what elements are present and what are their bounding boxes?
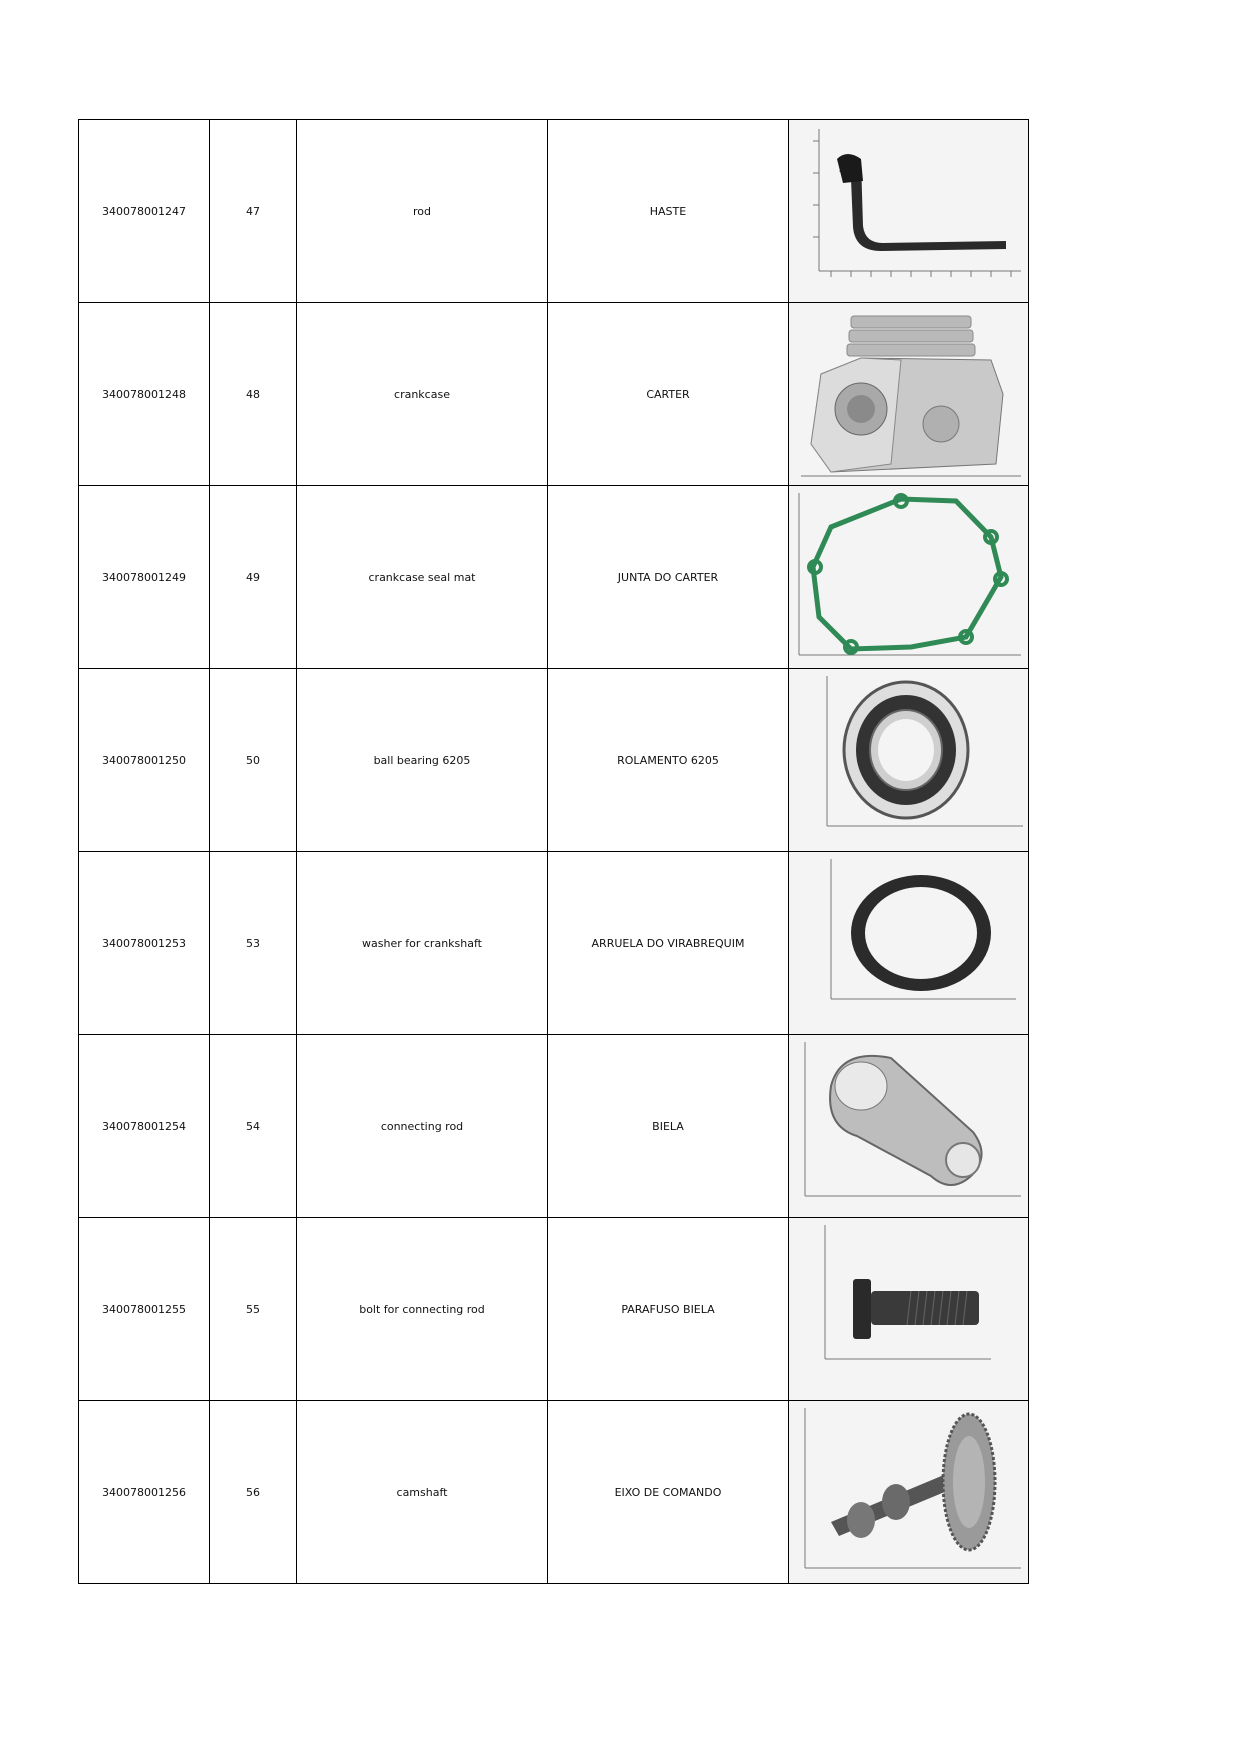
part-photo-cell <box>789 486 1029 669</box>
description-english: crankcase <box>297 303 548 486</box>
part-photo-cell <box>789 1035 1029 1218</box>
description-english: connecting rod <box>297 1035 548 1218</box>
part-photo-cell <box>789 303 1029 486</box>
part-code: 340078001247 <box>79 120 210 303</box>
part-photo-cell <box>789 120 1029 303</box>
part-photo-cell <box>789 852 1029 1035</box>
part-code: 340078001256 <box>79 1401 210 1584</box>
table-row <box>79 852 1029 1035</box>
connecting-rod-photo-icon <box>791 1036 1026 1216</box>
part-code: 340078001255 <box>79 1218 210 1401</box>
part-code: 340078001250 <box>79 669 210 852</box>
position-number: 50 <box>210 669 297 852</box>
description-portuguese: ARRUELA DO VIRABREQUIM <box>548 852 789 1035</box>
description-english: rod <box>297 120 548 303</box>
camshaft-photo-icon <box>791 1402 1026 1582</box>
description-portuguese: PARAFUSO BIELA <box>548 1218 789 1401</box>
position-number: 54 <box>210 1035 297 1218</box>
description-english: camshaft <box>297 1401 548 1584</box>
description-portuguese: JUNTA DO CARTER <box>548 486 789 669</box>
gasket-photo-icon <box>791 487 1026 667</box>
description-english: bolt for connecting rod <box>297 1218 548 1401</box>
description-english: ball bearing 6205 <box>297 669 548 852</box>
description-english: washer for crankshaft <box>297 852 548 1035</box>
description-english: crankcase seal mat <box>297 486 548 669</box>
description-portuguese: ROLAMENTO 6205 <box>548 669 789 852</box>
position-number: 56 <box>210 1401 297 1584</box>
parts-table <box>78 119 1029 1584</box>
part-code: 340078001248 <box>79 303 210 486</box>
position-number: 48 <box>210 303 297 486</box>
table-row <box>79 486 1029 669</box>
table-row <box>79 669 1029 852</box>
part-code: 340078001253 <box>79 852 210 1035</box>
description-portuguese: CARTER <box>548 303 789 486</box>
part-photo-cell <box>789 1401 1029 1584</box>
bolt-photo-icon <box>791 1219 1026 1399</box>
part-code: 340078001254 <box>79 1035 210 1218</box>
description-portuguese: BIELA <box>548 1035 789 1218</box>
rod-photo-icon <box>791 121 1026 301</box>
table-row <box>79 1218 1029 1401</box>
position-number: 53 <box>210 852 297 1035</box>
position-number: 49 <box>210 486 297 669</box>
part-photo-cell <box>789 1218 1029 1401</box>
crankcase-photo-icon <box>791 304 1026 484</box>
part-photo-cell <box>789 669 1029 852</box>
part-code: 340078001249 <box>79 486 210 669</box>
table-row <box>79 120 1029 303</box>
table-row <box>79 1035 1029 1218</box>
position-number: 55 <box>210 1218 297 1401</box>
bearing-photo-icon <box>791 670 1026 850</box>
description-portuguese: HASTE <box>548 120 789 303</box>
table-row <box>79 1401 1029 1584</box>
description-portuguese: EIXO DE COMANDO <box>548 1401 789 1584</box>
washer-photo-icon <box>791 853 1026 1033</box>
position-number: 47 <box>210 120 297 303</box>
table-row <box>79 303 1029 486</box>
